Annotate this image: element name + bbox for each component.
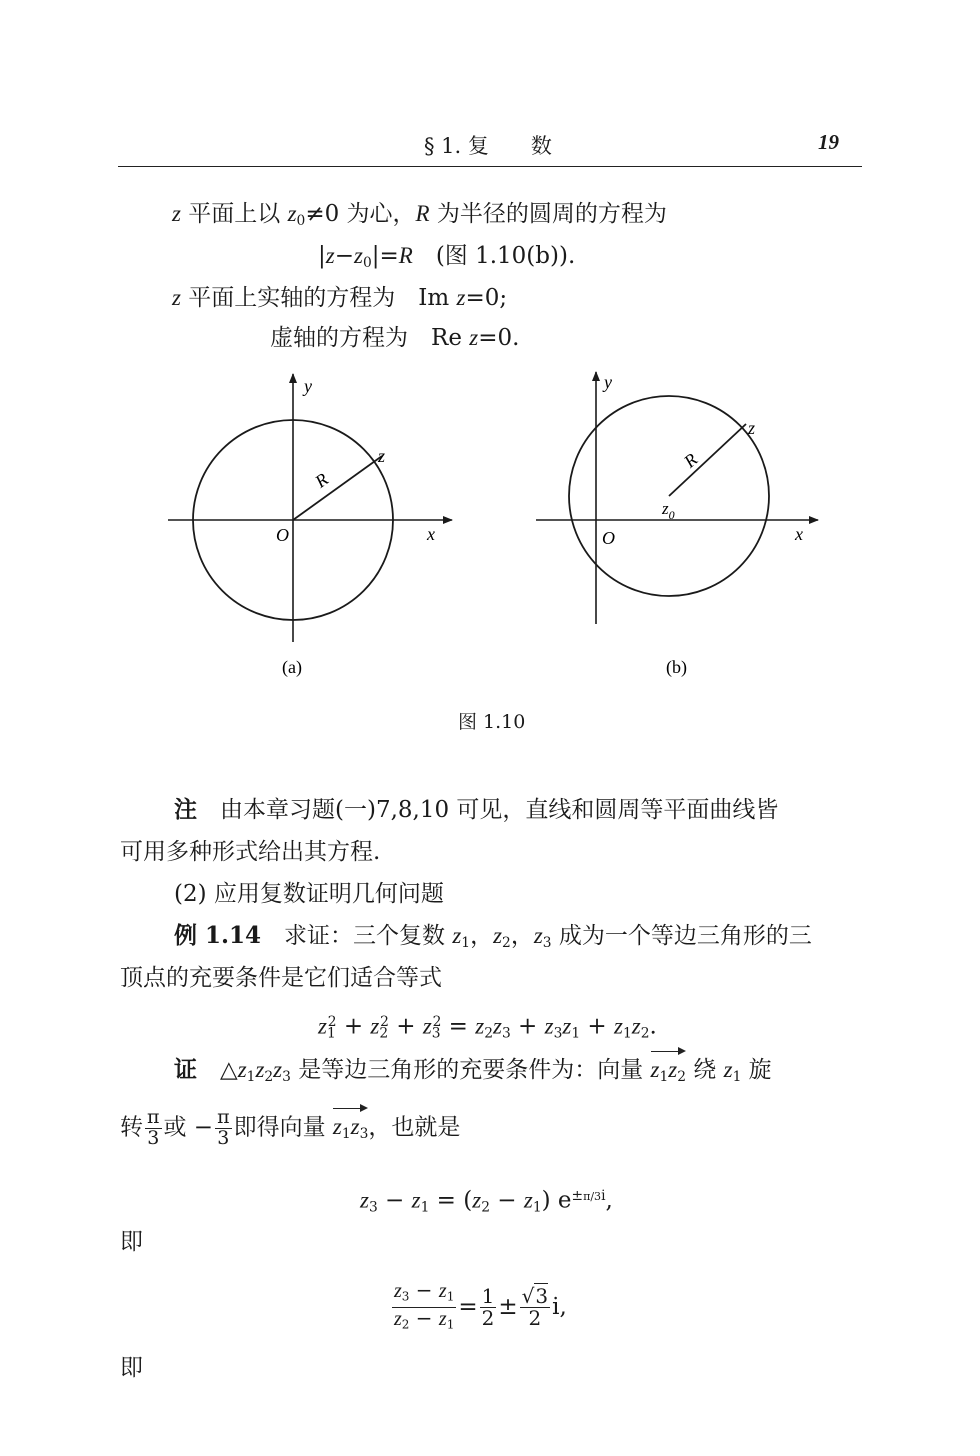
running-header-section: § 1. 复 数 xyxy=(424,134,552,158)
subfigure-label-a: (a) xyxy=(282,657,302,677)
radius-segment xyxy=(293,456,382,520)
page-number: 19 xyxy=(818,130,839,154)
example-equation: $z_1^2 + z_2^2 + z_3^2 = z_2z_3 + z_3z_1 + z_1z_2$. xyxy=(318,1013,657,1042)
y-label: y xyxy=(304,376,312,396)
origin-label: O xyxy=(602,528,615,548)
radius-label: R xyxy=(679,449,702,472)
radius-segment xyxy=(669,424,746,496)
proof-equation-2: $\frac{z_3 - z_1}{z_2 - z_1}$ = $\frac{1}{2}$ ± $\frac{√3}{2}$ i, xyxy=(394,1278,567,1332)
subfigure-label-b: (b) xyxy=(666,657,687,677)
center-label: $z_0$ xyxy=(662,499,675,522)
origin-label: O xyxy=(276,525,289,545)
header-rule xyxy=(118,166,862,167)
proof-ji-1: 即 xyxy=(120,1229,143,1255)
figure-b xyxy=(536,372,818,678)
proof-equation-1: $z_3 - z_1 = (z_2 - z_1)$ $e^{\pm\pi/3i}$, xyxy=(360,1187,613,1216)
proof-ji-2: 即 xyxy=(120,1355,143,1381)
point-label: z xyxy=(748,418,756,438)
note-line-2: 可用多种形式给出其方程. xyxy=(120,839,381,865)
y-label: y xyxy=(604,372,612,392)
proof-line-1: 证 $\triangle z_1z_2z_3$ 是等边三角形的充要条件为：向量 $z_1z_2$ 绕 $z_1$ 旋 xyxy=(174,1054,772,1093)
subsection-heading: (2) 应用复数证明几何问题 xyxy=(174,881,444,907)
note-head: 注 xyxy=(174,796,197,823)
note-text-1: 由本章习题(一)7,8,10 可见，直线和圆周等平面曲线皆 xyxy=(220,797,779,823)
note-line-1 xyxy=(174,794,778,826)
figure-a xyxy=(168,374,452,678)
line-circle-equation-intro: z 平面上以 $z_0\ne 0$ 为心，R 为半径的圆周的方程为 xyxy=(172,201,667,229)
radius-label: R xyxy=(311,468,332,492)
figure-1-10 xyxy=(150,362,840,702)
point-label: z xyxy=(378,446,386,466)
proof-line-2: 转 $\frac{\pi}{3}$ 或 − $\frac{\pi}{3}$ 即得向量 $z_1z_3$，也就是 xyxy=(120,1106,461,1149)
x-label: x xyxy=(427,524,435,544)
line-imag-axis: 虚轴的方程为 Re z=0. xyxy=(270,325,520,351)
x-label: x xyxy=(795,524,803,544)
example-line-1: 例 1.14 求证：三个复数 $z_1$，$z_2$，$z_3$ 成为一个等边三角形的三 xyxy=(174,922,812,951)
proof-head: 证 xyxy=(174,1056,197,1083)
example-head: 例 1.14 xyxy=(174,922,262,949)
line-circle-equation: $|z-z_0|=R$ (图 1.10(b)). xyxy=(318,243,576,271)
figure-caption: 图 1.10 xyxy=(458,711,526,733)
example-line-2: 顶点的充要条件是它们适合等式 xyxy=(120,965,442,991)
line-real-axis: z 平面上实轴的方程为 Im z=0; xyxy=(172,285,508,311)
